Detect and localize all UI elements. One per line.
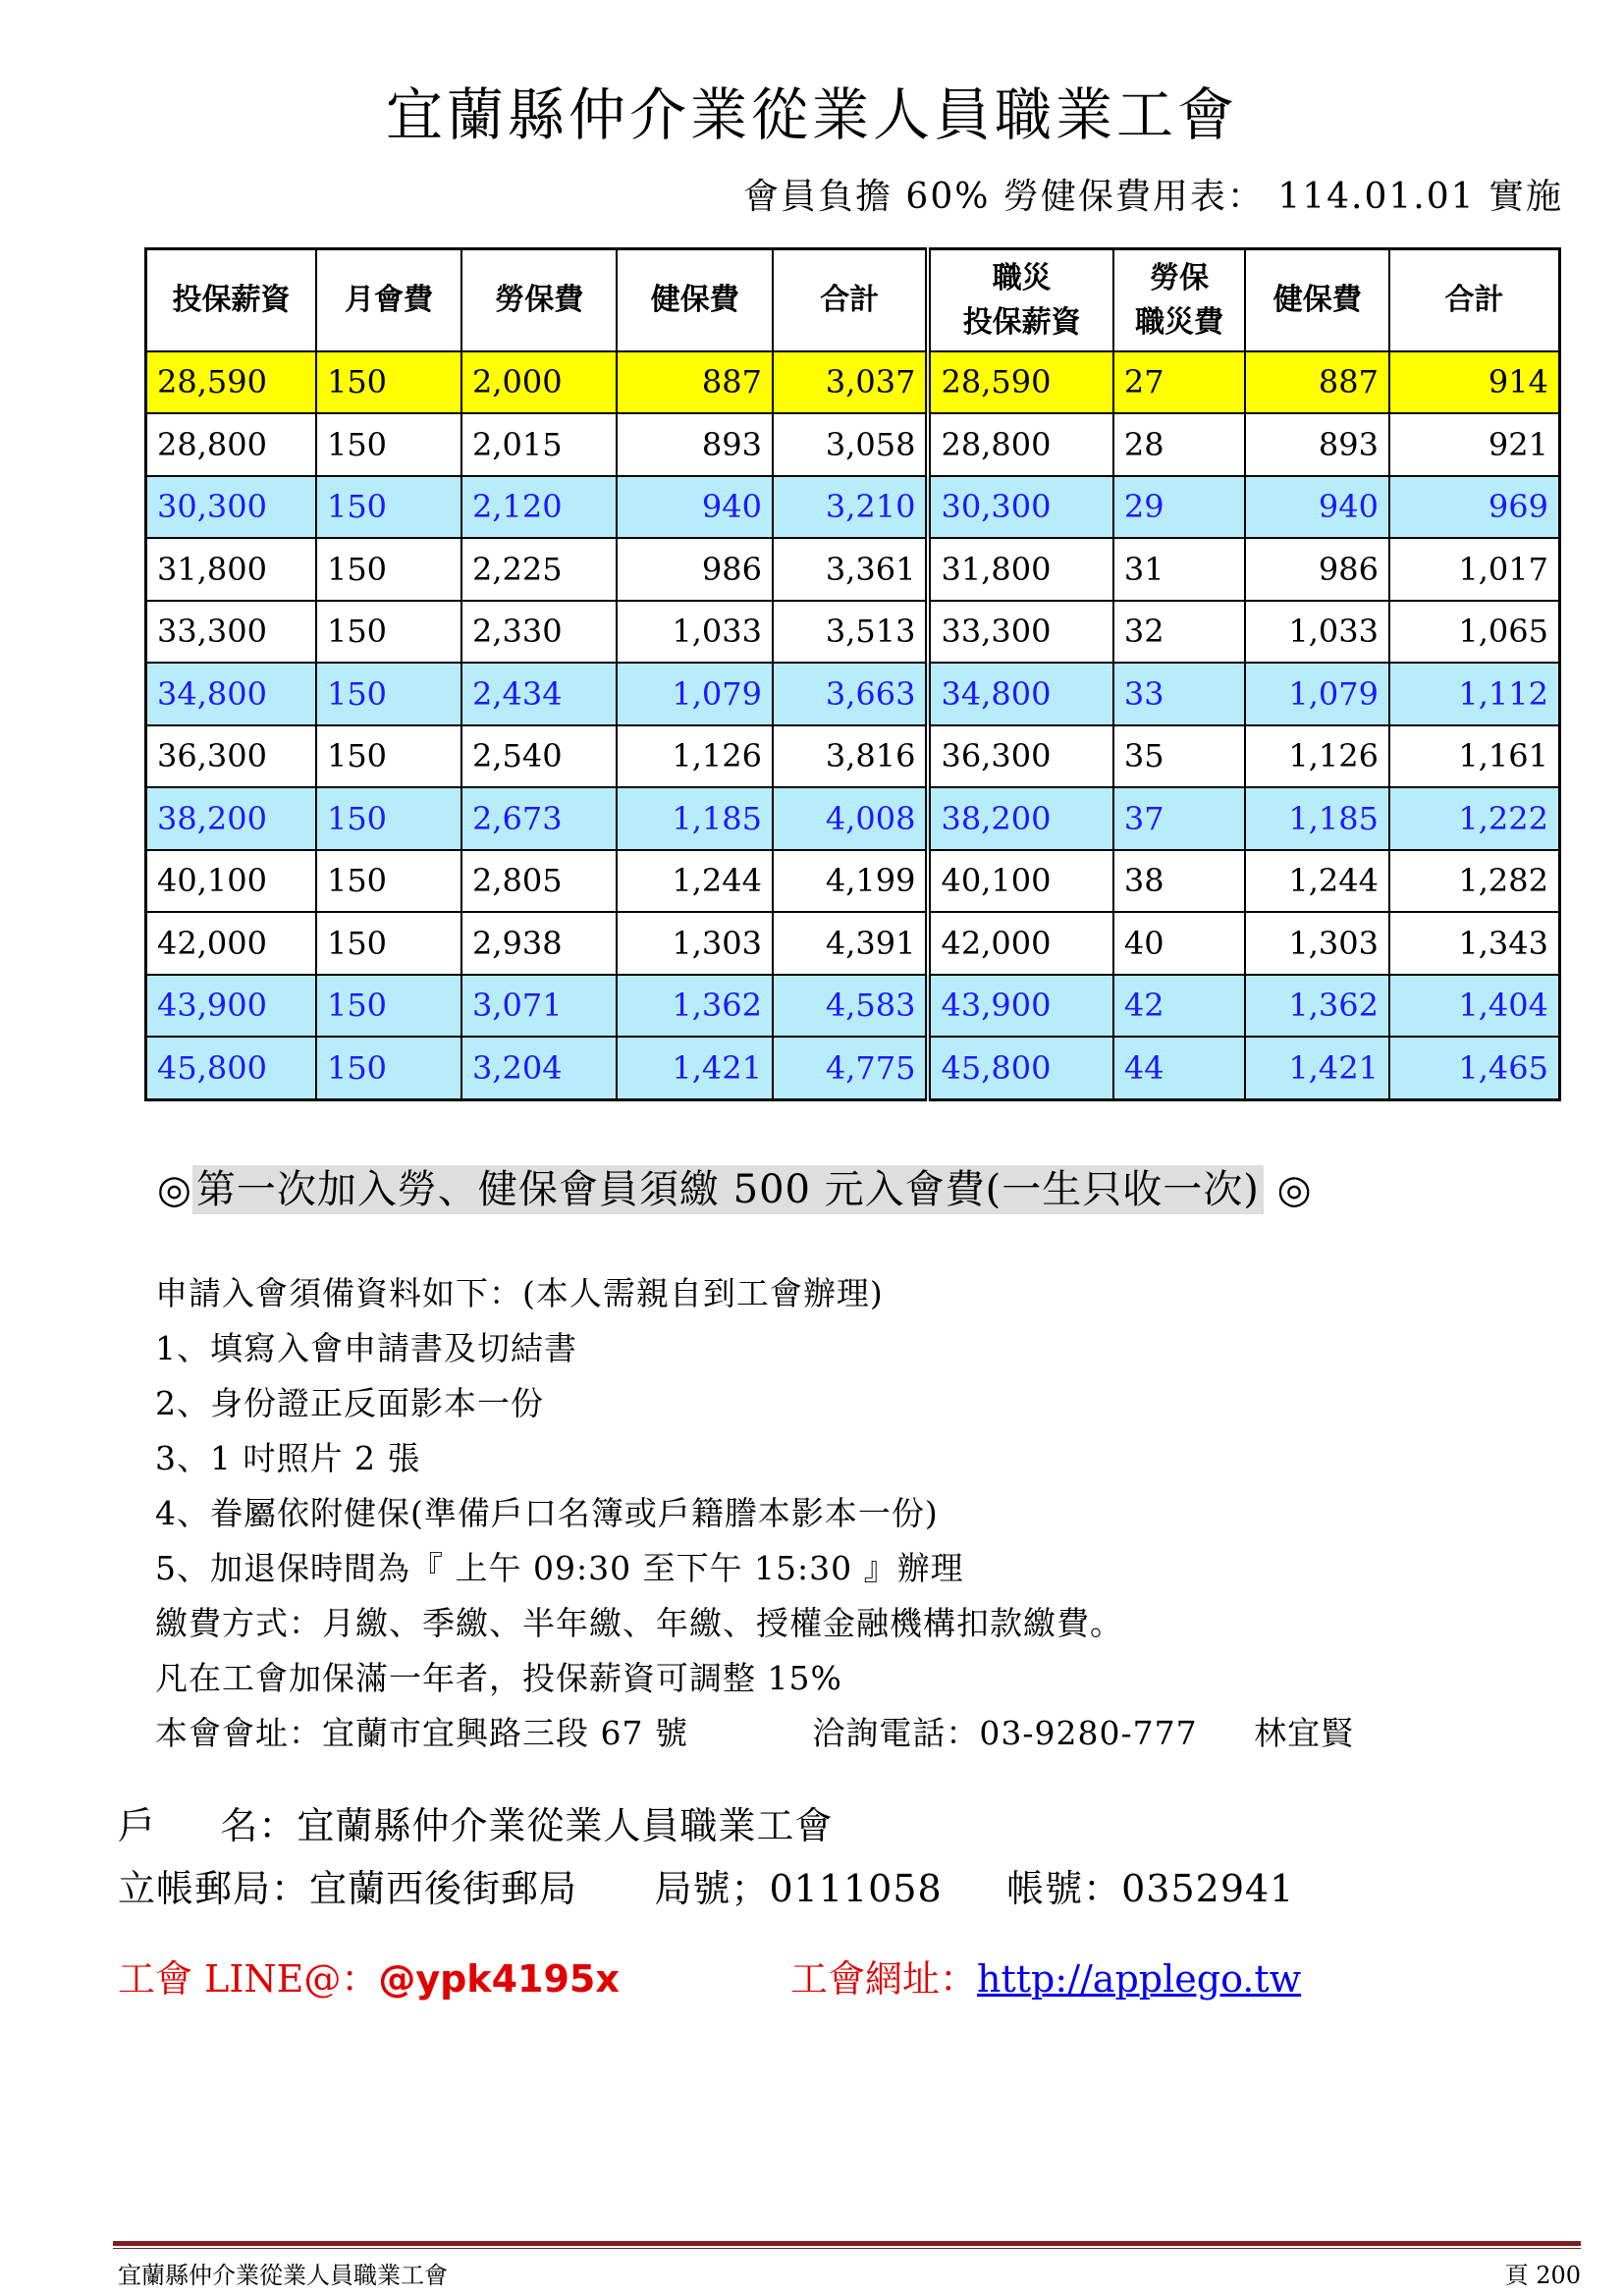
table-body	[146, 351, 1560, 1100]
table-cell: 3,513	[773, 601, 929, 664]
table-row	[146, 850, 1560, 913]
table-row	[146, 1037, 1560, 1099]
account-name: 戶 名：宜蘭縣仲介業從業人員職業工會	[118, 1804, 834, 1847]
table-cell: 1,465	[1389, 1037, 1560, 1099]
table-row	[146, 538, 1560, 601]
table-cell: 3,058	[773, 413, 929, 476]
table-cell: 1,126	[1245, 725, 1389, 788]
notice-suffix: ◎	[1263, 1167, 1313, 1212]
table-cell: 1,161	[1389, 725, 1560, 788]
table-cell: 3,071	[461, 975, 618, 1038]
table-cell: 1,421	[1245, 1037, 1389, 1099]
table-cell: 1,244	[617, 850, 773, 913]
table-cell: 2,938	[461, 912, 618, 975]
table-cell: 940	[1245, 476, 1389, 539]
requirement-item: 4、眷屬依附健保(準備戶口名簿或戶籍謄本影本一份)	[155, 1494, 939, 1532]
notice-text: 第一次加入勞、健保會員須繳 500 元入會費(一生只收一次)	[192, 1165, 1264, 1214]
table-cell: 45,800	[928, 1037, 1112, 1099]
table-cell: 40,100	[146, 850, 316, 913]
table-row	[146, 351, 1560, 414]
table-cell: 33	[1113, 663, 1246, 725]
table-cell: 28	[1113, 413, 1246, 476]
table-cell: 1,244	[1245, 850, 1389, 913]
contact-links	[118, 1949, 1301, 2002]
table-cell: 27	[1113, 351, 1246, 414]
table-cell: 38,200	[146, 787, 316, 850]
table-cell: 887	[1245, 351, 1389, 414]
table-cell: 35	[1113, 725, 1246, 788]
table-cell: 33,300	[928, 601, 1112, 664]
notice-prefix: ◎	[157, 1167, 192, 1212]
table-header-row	[146, 249, 1560, 351]
table-cell: 4,775	[773, 1037, 929, 1099]
table-cell: 1,282	[1389, 850, 1560, 913]
column-header: 健保費	[617, 249, 773, 351]
fee-table	[144, 247, 1561, 1101]
table-cell: 1,421	[617, 1037, 773, 1099]
table-cell: 1,033	[617, 601, 773, 664]
column-header: 職災 投保薪資	[928, 249, 1112, 351]
account-info	[118, 1794, 1294, 1920]
table-cell: 1,079	[1245, 663, 1389, 725]
table-cell: 3,204	[461, 1037, 618, 1099]
table-cell: 150	[316, 725, 461, 788]
post-office-info: 立帳郵局：宜蘭西後街郵局 局號；0111058 帳號：0352941	[118, 1867, 1295, 1910]
table-cell: 44	[1113, 1037, 1246, 1099]
table-cell: 150	[316, 476, 461, 539]
table-cell: 2,015	[461, 413, 618, 476]
requirement-item: 申請入會須備資料如下：(本人需親自到工會辦理)	[155, 1274, 884, 1312]
table-row	[146, 413, 1560, 476]
table-cell: 2,120	[461, 476, 618, 539]
table-cell: 3,361	[773, 538, 929, 601]
website-label: 工會網址：	[790, 1957, 978, 2001]
footer-divider-thin	[113, 2248, 1581, 2249]
table-cell: 887	[617, 351, 773, 414]
requirement-item: 3、1 吋照片 2 張	[155, 1439, 421, 1477]
table-cell: 1,112	[1389, 663, 1560, 725]
table-cell: 1,362	[1245, 975, 1389, 1038]
table-cell: 38	[1113, 850, 1246, 913]
table-row	[146, 476, 1560, 539]
table-cell: 3,663	[773, 663, 929, 725]
table-cell: 28,590	[928, 351, 1112, 414]
table-cell: 921	[1389, 413, 1560, 476]
table-cell: 2,225	[461, 538, 618, 601]
table-cell: 31,800	[146, 538, 316, 601]
table-cell: 1,017	[1389, 538, 1560, 601]
table-cell: 150	[316, 663, 461, 725]
table-row	[146, 663, 1560, 725]
table-cell: 33,300	[146, 601, 316, 664]
column-header: 投保薪資	[146, 249, 316, 351]
table-cell: 30,300	[928, 476, 1112, 539]
table-cell: 893	[1245, 413, 1389, 476]
table-cell: 150	[316, 1037, 461, 1099]
requirement-item: 凡在工會加保滿一年者，投保薪資可調整 15%	[155, 1659, 842, 1697]
line-label: 工會 LINE@：	[118, 1957, 379, 2001]
table-cell: 1,065	[1389, 601, 1560, 664]
table-cell: 2,805	[461, 850, 618, 913]
table-cell: 37	[1113, 787, 1246, 850]
page-subtitle: 會員負擔 60% 勞健保費用表： 114.01.01 實施	[742, 177, 1563, 217]
table-cell: 1,303	[617, 912, 773, 975]
table-cell: 4,199	[773, 850, 929, 913]
table-cell: 150	[316, 975, 461, 1038]
table-cell: 1,222	[1389, 787, 1560, 850]
table-cell: 34,800	[928, 663, 1112, 725]
table-cell: 43,900	[928, 975, 1112, 1038]
enrollment-fee-notice	[157, 1158, 1313, 1214]
table-row	[146, 912, 1560, 975]
requirement-item: 1、填寫入會申請書及切結書	[155, 1329, 577, 1367]
table-cell: 150	[316, 601, 461, 664]
table-cell: 4,391	[773, 912, 929, 975]
requirement-item: 2、身份證正反面影本一份	[155, 1384, 544, 1422]
table-row	[146, 975, 1560, 1038]
table-cell: 28,800	[146, 413, 316, 476]
table-cell: 2,540	[461, 725, 618, 788]
column-header: 健保費	[1245, 249, 1389, 351]
table-cell: 31	[1113, 538, 1246, 601]
table-cell: 150	[316, 787, 461, 850]
table-cell: 42,000	[928, 912, 1112, 975]
table-cell: 29	[1113, 476, 1246, 539]
table-cell: 36,300	[928, 725, 1112, 788]
table-cell: 3,037	[773, 351, 929, 414]
table-cell: 2,000	[461, 351, 618, 414]
table-cell: 1,079	[617, 663, 773, 725]
table-cell: 34,800	[146, 663, 316, 725]
table-cell: 150	[316, 538, 461, 601]
table-cell: 42	[1113, 975, 1246, 1038]
column-header: 勞保 職災費	[1113, 249, 1246, 351]
column-header: 勞保費	[461, 249, 618, 351]
table-cell: 4,008	[773, 787, 929, 850]
table-cell: 28,590	[146, 351, 316, 414]
table-cell: 38,200	[928, 787, 1112, 850]
table-cell: 893	[617, 413, 773, 476]
table-cell: 40	[1113, 912, 1246, 975]
table-cell: 1,303	[1245, 912, 1389, 975]
table-cell: 36,300	[146, 725, 316, 788]
table-cell: 2,330	[461, 601, 618, 664]
table-cell: 1,343	[1389, 912, 1560, 975]
table-cell: 30,300	[146, 476, 316, 539]
column-header: 合計	[1389, 249, 1560, 351]
table-row	[146, 787, 1560, 850]
table-cell: 986	[1245, 538, 1389, 601]
table-cell: 150	[316, 850, 461, 913]
column-header: 月會費	[316, 249, 461, 351]
table-cell: 4,583	[773, 975, 929, 1038]
table-cell: 940	[617, 476, 773, 539]
table-row	[146, 601, 1560, 664]
table-cell: 1,185	[1245, 787, 1389, 850]
table-cell: 28,800	[928, 413, 1112, 476]
footer-org-name: 宜蘭縣仲介業從業人員職業工會	[118, 2262, 448, 2289]
table-cell: 45,800	[146, 1037, 316, 1099]
table-cell: 150	[316, 351, 461, 414]
table-cell: 42,000	[146, 912, 316, 975]
requirements-list	[155, 1266, 1354, 1761]
table-cell: 3,816	[773, 725, 929, 788]
requirement-item: 5、加退保時間為『 上午 09:30 至下午 15:30 』辦理	[155, 1549, 964, 1587]
footer-divider	[113, 2241, 1581, 2246]
table-cell: 2,434	[461, 663, 618, 725]
table-cell: 43,900	[146, 975, 316, 1038]
table-row	[146, 725, 1560, 788]
table-cell: 2,673	[461, 787, 618, 850]
table-cell: 40,100	[928, 850, 1112, 913]
table-cell: 914	[1389, 351, 1560, 414]
table-cell: 969	[1389, 476, 1560, 539]
table-cell: 1,404	[1389, 975, 1560, 1038]
page-title: 宜蘭縣仲介業從業人員職業工會	[385, 81, 1238, 148]
requirement-item: 本會會址：宜蘭市宜興路三段 67 號 洽詢電話：03-9280-777 林宜賢	[155, 1714, 1355, 1752]
table-cell: 986	[617, 538, 773, 601]
table-cell: 1,033	[1245, 601, 1389, 664]
table-cell: 1,126	[617, 725, 773, 788]
footer-page-number: 頁 200	[1504, 2262, 1581, 2289]
table-cell: 150	[316, 912, 461, 975]
line-handle[interactable]: @ypk4195x	[378, 1957, 620, 2001]
fee-table-container	[144, 247, 1561, 1101]
column-header: 合計	[773, 249, 929, 351]
requirement-item: 繳費方式：月繳、季繳、半年繳、年繳、授權金融機構扣款繳費。	[155, 1604, 1123, 1642]
table-cell: 3,210	[773, 476, 929, 539]
table-cell: 31,800	[928, 538, 1112, 601]
table-cell: 32	[1113, 601, 1246, 664]
table-cell: 1,362	[617, 975, 773, 1038]
website-link[interactable]: http://applego.tw	[977, 1957, 1302, 2001]
table-cell: 1,185	[617, 787, 773, 850]
table-cell: 150	[316, 413, 461, 476]
